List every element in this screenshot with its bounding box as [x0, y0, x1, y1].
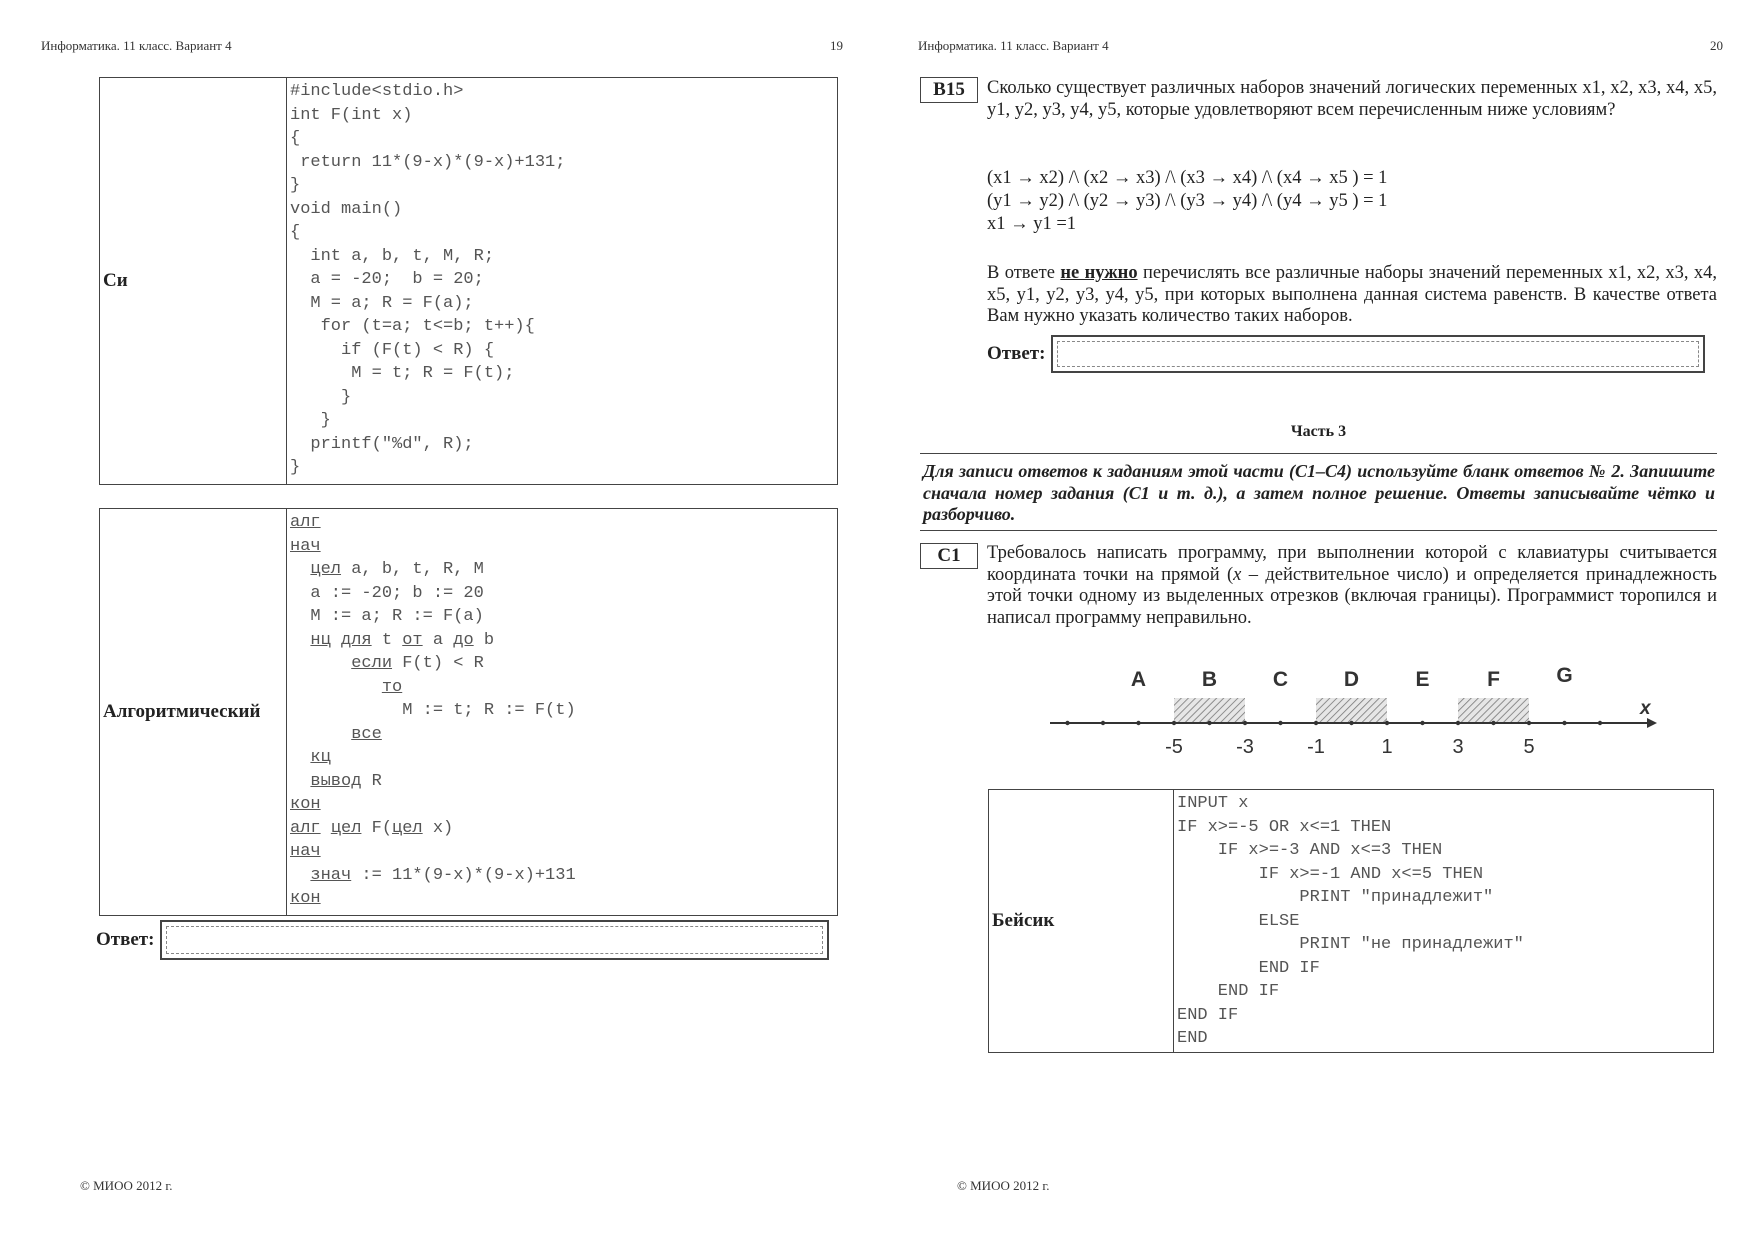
keyword: все: [351, 724, 382, 744]
axis-tick: [1456, 721, 1460, 725]
code-text: [290, 772, 310, 791]
region-label: A: [1130, 668, 1147, 691]
keyword: цел: [310, 560, 342, 579]
answer-label: Ответ:: [987, 343, 1046, 364]
region-label: E: [1415, 668, 1430, 691]
b15-answer-field[interactable]: [1051, 335, 1705, 373]
code-line: int F(int x): [290, 105, 413, 125]
part3-title: Часть 3: [1290, 423, 1347, 440]
tick-label: 1: [1381, 736, 1393, 758]
code-line: END IF: [1177, 982, 1280, 1001]
code-text: := 11*(9-x)*(9-x)+131: [351, 865, 576, 885]
b15-formulas: [987, 167, 1387, 236]
tick-label: -3: [1236, 736, 1254, 758]
c1-text-after: – действительное число) и определяется принадлежность этой точки одному из выделенных отрезков (включая границы). Программист торопился и написал программу неправильно.: [987, 564, 1717, 628]
code-line: [290, 560, 484, 579]
c-code-table: [99, 77, 838, 485]
formula-line: (x1 → x2) /\ (x2 → x3) /\ (x3 → x4) /\ (x4 → x5 ) = 1: [987, 168, 1388, 188]
answer-label: Ответ:: [96, 929, 155, 950]
tick-label: -5: [1165, 736, 1183, 758]
c1-text: [987, 543, 1717, 629]
page-header: Информатика. 11 класс. Вариант 4: [41, 38, 232, 53]
keyword: алг: [290, 513, 321, 532]
keyword: цел: [392, 818, 423, 838]
formula-line: (y1 → y2) /\ (y2 → y3) /\ (y3 → y4) /\ (y4 → y5 ) = 1: [987, 191, 1388, 211]
page-header: Информатика. 11 класс. Вариант 4: [918, 38, 1109, 53]
code-text: a: [422, 630, 454, 650]
code-text: F(t) < R: [392, 654, 484, 673]
code-text: t: [371, 630, 403, 650]
keyword: кон: [290, 795, 321, 814]
axis-tick: [1527, 721, 1531, 725]
language-label: Си: [100, 78, 287, 485]
code-line: if (F(t) < R) {: [290, 340, 495, 360]
number-line: [1047, 655, 1657, 765]
page-footer: © МИОО 2012 г.: [80, 1178, 173, 1193]
page-number: 20: [1710, 38, 1723, 53]
keyword: кц: [310, 748, 331, 767]
keyword: вывод: [310, 771, 362, 791]
keyword: кон: [290, 889, 321, 908]
axis-tick: [1562, 721, 1566, 725]
keyword: от: [402, 630, 423, 650]
keyword: нач: [290, 842, 321, 861]
code-text: [290, 748, 310, 767]
region-label: F: [1487, 668, 1500, 691]
code-line: [290, 842, 321, 861]
code-line: int a, b, t, M, R;: [290, 246, 495, 266]
code-line: printf("%d", R);: [290, 434, 474, 454]
c-code-listing: [287, 78, 837, 480]
code-cell: [287, 78, 838, 485]
code-line: IF x>=-3 AND x<=3 THEN: [1177, 841, 1443, 860]
b15-answer-row: [987, 335, 1705, 373]
code-line: END IF: [1177, 958, 1320, 978]
code-line: IF x>=-5 OR x<=1 THEN: [1177, 817, 1392, 837]
code-line: END IF: [1177, 1005, 1239, 1025]
part3-instructions: Для записи ответов к заданиям этой части (С1–С4) используйте бланк ответов № 2. Запишите сначала номер задания (С1 и т. д.), а затем полное решение. Ответы записывайте чётко и разборчиво.: [923, 461, 1715, 524]
keyword: для: [341, 630, 372, 650]
alg-code-table: [99, 508, 838, 916]
code-line: [290, 631, 494, 650]
code-line: PRINT "не принадлежит": [1177, 935, 1524, 954]
tick-label: -1: [1307, 736, 1325, 758]
basic-code-table: [988, 789, 1714, 1053]
axis-tick: [1314, 721, 1318, 725]
c1-text-var: x: [1233, 564, 1242, 585]
code-text: [321, 819, 331, 838]
code-line: [290, 772, 382, 791]
code-line: [290, 795, 321, 814]
divider: [920, 530, 1717, 531]
axis-arrow-icon: [1647, 718, 1657, 728]
tick-label: 3: [1452, 736, 1464, 758]
axis-tick: [1065, 721, 1069, 725]
axis-tick: [1349, 721, 1353, 725]
code-line: M = t; R = F(t);: [290, 364, 515, 383]
code-line: [290, 866, 576, 885]
code-line: [290, 678, 402, 697]
code-line: return 11*(9-x)*(9-x)+131;: [290, 152, 566, 172]
code-line: [290, 584, 484, 603]
code-text: [331, 631, 341, 650]
code-line: {: [290, 129, 301, 148]
code-line: [290, 701, 576, 720]
code-text: M := t; R := F(t): [290, 701, 576, 720]
task-tag-b15: B15: [920, 77, 978, 103]
axis-tick: [1278, 721, 1282, 725]
code-line: for (t=a; t<=b; t++){: [290, 317, 535, 336]
b15-question: Сколько существует различных наборов значений логических переменных x1, x2, x3, x4, x5, y1, y2, y3, y4, y5, которые удовлетворяют всем перечисленным ниже условиям?: [987, 78, 1717, 120]
alg-code-listing: [287, 509, 837, 911]
axis-tick: [1172, 721, 1176, 725]
note-emphasis: не нужно: [1060, 263, 1138, 283]
code-cell: [287, 509, 838, 916]
code-text: b: [473, 630, 495, 650]
shaded-segment: [1458, 698, 1529, 722]
note-prefix: В ответе: [987, 263, 1061, 283]
keyword: нач: [290, 536, 321, 556]
code-line: #include<stdio.h>: [290, 82, 464, 101]
code-line: [290, 819, 453, 838]
task-tag-c1: C1: [920, 543, 978, 569]
code-line: [290, 537, 321, 556]
code-line: IF x>=-1 AND x<=5 THEN: [1177, 864, 1484, 884]
right-page: [877, 0, 1754, 1239]
code-line: void main(): [290, 199, 403, 219]
language-label: Бейсик: [989, 790, 1174, 1053]
axis-tick: [1420, 721, 1424, 725]
keyword: до: [453, 630, 474, 650]
keyword: если: [351, 654, 393, 673]
formula-line: x1 → y1 =1: [987, 214, 1077, 234]
keyword: цел: [330, 818, 362, 838]
code-text: [290, 631, 310, 650]
axis-tick: [1136, 721, 1140, 725]
axis-tick: [1385, 721, 1389, 725]
code-line: }: [290, 458, 301, 477]
region-label: G: [1556, 664, 1573, 687]
tick-label: 5: [1523, 736, 1535, 758]
keyword: знач: [310, 865, 352, 885]
region-label: B: [1201, 668, 1218, 691]
code-line: END: [1177, 1029, 1208, 1048]
keyword: алг: [290, 818, 321, 838]
keyword: то: [381, 677, 403, 697]
answer-field[interactable]: [160, 920, 829, 960]
axis-tick: [1243, 721, 1247, 725]
answer-row: [96, 920, 829, 960]
code-line: }: [290, 387, 352, 407]
axis-tick: [1491, 721, 1495, 725]
code-text: M := a; R := F(a): [290, 607, 484, 626]
code-line: a = -20; b = 20;: [290, 270, 484, 289]
code-line: M = a; R = F(a);: [290, 293, 474, 313]
shaded-segment: [1316, 698, 1387, 722]
page-number: 19: [830, 38, 843, 53]
code-text: R: [361, 771, 382, 791]
divider: [920, 453, 1717, 454]
code-line: [290, 654, 484, 673]
code-cell: [1174, 790, 1714, 1053]
code-line: }: [290, 411, 331, 430]
shaded-segment: [1174, 698, 1245, 722]
code-line: [290, 889, 321, 908]
basic-code-listing: [1174, 790, 1713, 1051]
axis-tick: [1598, 721, 1602, 725]
code-line: INPUT x: [1177, 794, 1249, 813]
code-text: [290, 654, 351, 673]
code-line: [290, 513, 321, 532]
code-line: [290, 725, 382, 744]
c1-text-before: Требовалось написать программу, при выполнении которой с клавиатуры считывается координата точки на прямой (: [987, 543, 1717, 585]
keyword: нц: [310, 630, 331, 650]
note-rest: перечислять все различные наборы значений переменных x1, x2, x3, x4, x5, y1, y2, y3, y4, y5, при которых выполнена данная система равенств. В качестве ответа Вам нужно указать количество таких наборов.: [987, 263, 1717, 326]
code-line: }: [290, 176, 301, 195]
language-label: Алгоритмический: [100, 509, 287, 916]
code-text: a := -20; b := 20: [290, 583, 484, 603]
axis-tick: [1207, 721, 1211, 725]
code-line: {: [290, 223, 301, 242]
axis-tick: [1101, 721, 1105, 725]
page-footer: © МИОО 2012 г.: [957, 1178, 1050, 1193]
code-text: x): [422, 818, 454, 838]
region-label: D: [1343, 668, 1360, 691]
code-text: [290, 678, 382, 697]
axis-label: x: [1640, 698, 1651, 719]
code-text: a, b, t, R, M: [341, 560, 484, 579]
region-label: C: [1272, 668, 1289, 691]
code-line: PRINT "принадлежит": [1177, 888, 1494, 907]
code-text: [290, 866, 310, 885]
code-text: [290, 560, 310, 579]
code-text: [290, 725, 351, 744]
code-text: F(: [361, 818, 393, 838]
code-line: [290, 607, 484, 626]
code-line: ELSE: [1177, 911, 1300, 931]
code-line: [290, 748, 331, 767]
b15-note: [987, 263, 1717, 328]
